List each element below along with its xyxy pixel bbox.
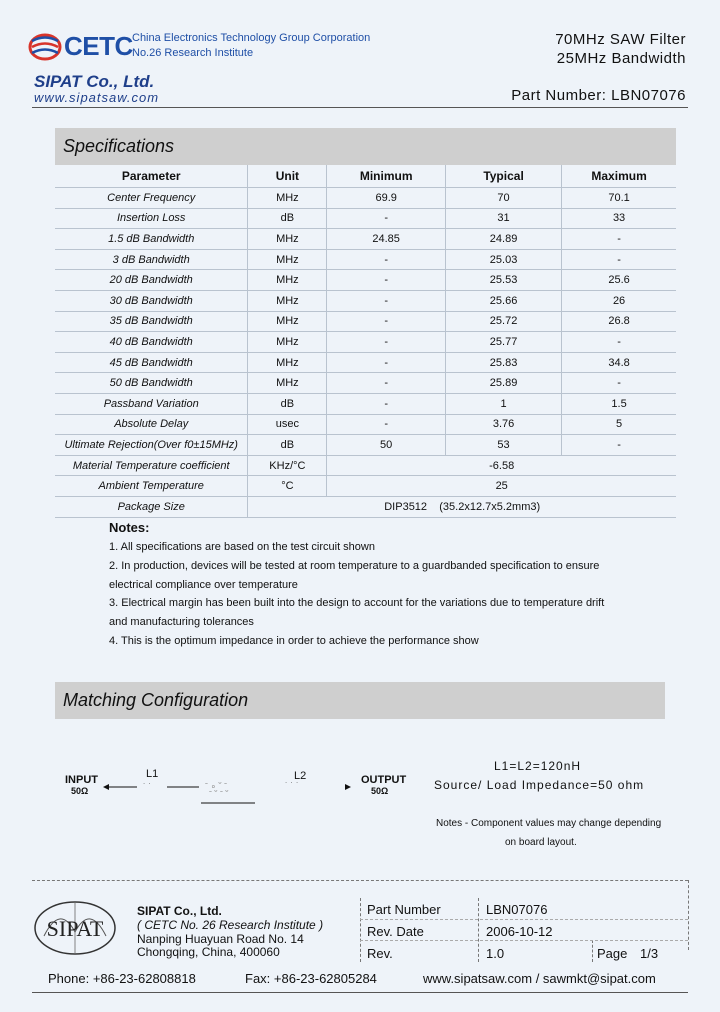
col-header-unit: Unit [248, 165, 327, 188]
table-row [55, 455, 676, 476]
svg-text:˙ ˙: ˙ ˙ [143, 782, 152, 792]
matching-note-1: Notes - Component values may change depending [436, 818, 662, 829]
value-cell: 25.89 [445, 373, 561, 394]
output-label: OUTPUT [361, 774, 407, 786]
footer-address-2: Chongqing, China, 400060 [137, 945, 280, 959]
footer-row-rule-2 [360, 940, 688, 941]
specifications-title: Specifications [55, 128, 676, 165]
notes-title: Notes: [109, 520, 150, 535]
table-row [55, 208, 676, 229]
value-cell: - [327, 208, 446, 229]
col-header-minimum: Minimum [327, 165, 446, 188]
value-cell: 25.72 [445, 311, 561, 332]
value-cell: 31 [445, 208, 561, 229]
parameter-cell: 40 dB Bandwidth [55, 332, 248, 353]
value-cell: KHz/°C [248, 455, 327, 476]
note-line: 1. All specifications are based on the test circuit shown [109, 541, 375, 553]
note-line: 4. This is the optimum impedance in order to achieve the performance show [109, 635, 479, 647]
value-cell: 25.66 [445, 290, 561, 311]
cetc-wordmark: CETC [64, 31, 133, 61]
table-row [55, 496, 676, 517]
parameter-cell: 1.5 dB Bandwidth [55, 229, 248, 250]
value-cell: 25.03 [445, 249, 561, 270]
footer-divider-3 [592, 940, 593, 962]
header-divider [32, 107, 688, 108]
svg-text:SIPAT: SIPAT [46, 916, 104, 941]
value-cell: - [327, 373, 446, 394]
value-cell: - [562, 373, 676, 394]
value-cell: 24.89 [445, 229, 561, 250]
footer-rev-date-label: Rev. Date [367, 924, 424, 939]
table-row [55, 393, 676, 414]
sipat-name: SIPAT Co., Ltd. [34, 72, 155, 91]
value-cell: MHz [248, 229, 327, 250]
parameter-cell: Package Size [55, 496, 248, 517]
value-cell: 33 [562, 208, 676, 229]
footer-fax: Fax: +86-23-62805284 [245, 971, 377, 986]
value-cell: - [327, 249, 446, 270]
value-cell: - [327, 332, 446, 353]
footer-divider-1 [360, 898, 361, 962]
value-cell: - [562, 332, 676, 353]
footer-row-rule-1 [360, 919, 688, 920]
footer-page-value: 1/3 [640, 946, 659, 961]
input-label: INPUT [65, 774, 98, 786]
note-line: 2. In production, devices will be tested at room temperature to a guardbanded specification to ensure [109, 560, 600, 572]
value-cell: 50 [327, 435, 446, 456]
value-cell: 25 [327, 476, 676, 497]
l1-label: L1 [146, 768, 159, 780]
value-cell: 25.53 [445, 270, 561, 291]
value-cell: - [562, 249, 676, 270]
svg-text:ˉ ∘ ˘ ˉ: ˉ ∘ ˘ ˉ [205, 781, 228, 791]
table-row [55, 332, 676, 353]
value-cell: MHz [248, 352, 327, 373]
footer-top-rule [32, 880, 688, 881]
company-line-1: China Electronics Technology Group Corporation [132, 32, 371, 44]
value-cell: dB [248, 435, 327, 456]
parameter-cell: 50 dB Bandwidth [55, 373, 248, 394]
table-row [55, 435, 676, 456]
parameter-cell: Absolute Delay [55, 414, 248, 435]
value-cell: - [327, 270, 446, 291]
value-cell: dB [248, 208, 327, 229]
svg-text:ˉ ˘ ˉ ˘: ˉ ˘ ˉ ˘ [209, 789, 229, 799]
table-row [55, 249, 676, 270]
col-header-typical: Typical [445, 165, 561, 188]
value-cell: °C [248, 476, 327, 497]
value-cell: 26 [562, 290, 676, 311]
note-line: 3. Electrical margin has been built into the design to account for the variations due to temperature drift [109, 597, 605, 609]
product-title-2: 25MHz Bandwidth [556, 50, 686, 67]
footer-part-number-value: LBN07076 [486, 902, 548, 917]
value-cell: - [327, 414, 446, 435]
table-row [55, 311, 676, 332]
parameter-cell: 45 dB Bandwidth [55, 352, 248, 373]
col-header-maximum: Maximum [562, 165, 676, 188]
value-cell: 25.77 [445, 332, 561, 353]
value-cell: MHz [248, 188, 327, 209]
company-line-2: No.26 Research Institute [132, 47, 254, 59]
value-cell: MHz [248, 311, 327, 332]
matching-note-2: on board layout. [505, 837, 577, 848]
footer-page-label: Page [597, 946, 628, 961]
table-row [55, 270, 676, 291]
footer-rev-date-value: 2006-10-12 [486, 924, 553, 939]
value-cell: - [327, 393, 446, 414]
value-cell: MHz [248, 290, 327, 311]
value-cell: -6.58 [327, 455, 676, 476]
value-cell: - [562, 435, 676, 456]
matching-title: Matching Configuration [55, 682, 665, 719]
part-number-header: Part Number: LBN07076 [511, 87, 686, 104]
value-cell: 24.85 [327, 229, 446, 250]
table-row [55, 188, 676, 209]
parameter-cell: 30 dB Bandwidth [55, 290, 248, 311]
note-line: and manufacturing tolerances [109, 616, 254, 628]
value-cell: 25.83 [445, 352, 561, 373]
value-cell: 3.76 [445, 414, 561, 435]
footer-phone: Phone: +86-23-62808818 [48, 971, 196, 986]
output-impedance: 50Ω [371, 786, 389, 796]
table-row [55, 373, 676, 394]
output-arrow-icon [345, 784, 351, 790]
value-cell: MHz [248, 332, 327, 353]
value-cell: 34.8 [562, 352, 676, 373]
parameter-cell: 35 dB Bandwidth [55, 311, 248, 332]
input-impedance: 50Ω [71, 786, 89, 796]
footer-address-1: Nanping Huayuan Road No. 14 [137, 932, 304, 946]
parameter-cell: 20 dB Bandwidth [55, 270, 248, 291]
svg-text:˙ ˙ ˙: ˙ ˙ ˙ [285, 781, 299, 791]
footer-contact: www.sipatsaw.com / sawmkt@sipat.com [423, 971, 656, 986]
value-cell: 1 [445, 393, 561, 414]
footer-right-rule [688, 880, 689, 950]
value-cell: usec [248, 414, 327, 435]
value-cell: dB [248, 393, 327, 414]
table-row [55, 476, 676, 497]
footer-company: SIPAT Co., Ltd. [137, 904, 222, 918]
value-cell: 70.1 [562, 188, 676, 209]
value-cell: MHz [248, 270, 327, 291]
footer-rev-label: Rev. [367, 946, 393, 961]
parameter-cell: 3 dB Bandwidth [55, 249, 248, 270]
specifications-table [55, 165, 676, 518]
parameter-cell: Insertion Loss [55, 208, 248, 229]
value-cell: 70 [445, 188, 561, 209]
parameter-cell: Material Temperature coefficient [55, 455, 248, 476]
value-cell: - [327, 311, 446, 332]
parameter-cell: Ultimate Rejection(Over f0±15MHz) [55, 435, 248, 456]
value-cell: 5 [562, 414, 676, 435]
matching-circuit-diagram [95, 775, 365, 810]
col-header-parameter: Parameter [55, 165, 248, 188]
value-cell: - [327, 352, 446, 373]
table-row [55, 352, 676, 373]
value-cell: DIP3512 (35.2x12.7x5.2mm3) [248, 496, 676, 517]
value-cell: - [327, 290, 446, 311]
footer-institute: ( CETC No. 26 Research Institute ) [137, 918, 324, 932]
table-row [55, 290, 676, 311]
product-title-1: 70MHz SAW Filter [555, 31, 686, 48]
footer-rev-value: 1.0 [486, 946, 505, 961]
value-cell: MHz [248, 249, 327, 270]
component-values: L1=L2=120nH [494, 759, 582, 773]
parameter-cell: Ambient Temperature [55, 476, 248, 497]
sipat-logo-icon [30, 896, 120, 958]
parameter-cell: Center Frequency [55, 188, 248, 209]
table-row [55, 414, 676, 435]
cetc-logo-icon [28, 32, 62, 62]
footer-bottom-rule [32, 992, 688, 993]
value-cell: - [562, 229, 676, 250]
footer-part-number-label: Part Number [367, 902, 441, 917]
l2-label: L2 [294, 770, 307, 782]
table-row [55, 229, 676, 250]
sipat-website: www.sipatsaw.com [34, 90, 160, 105]
value-cell: 25.6 [562, 270, 676, 291]
footer-divider-2 [478, 898, 479, 962]
value-cell: 26.8 [562, 311, 676, 332]
value-cell: 53 [445, 435, 561, 456]
value-cell: 1.5 [562, 393, 676, 414]
value-cell: 69.9 [327, 188, 446, 209]
impedance-spec: Source/ Load Impedance=50 ohm [434, 778, 645, 792]
parameter-cell: Passband Variation [55, 393, 248, 414]
note-line: electrical compliance over temperature [109, 579, 298, 591]
value-cell: MHz [248, 373, 327, 394]
table-header-row [55, 165, 676, 188]
